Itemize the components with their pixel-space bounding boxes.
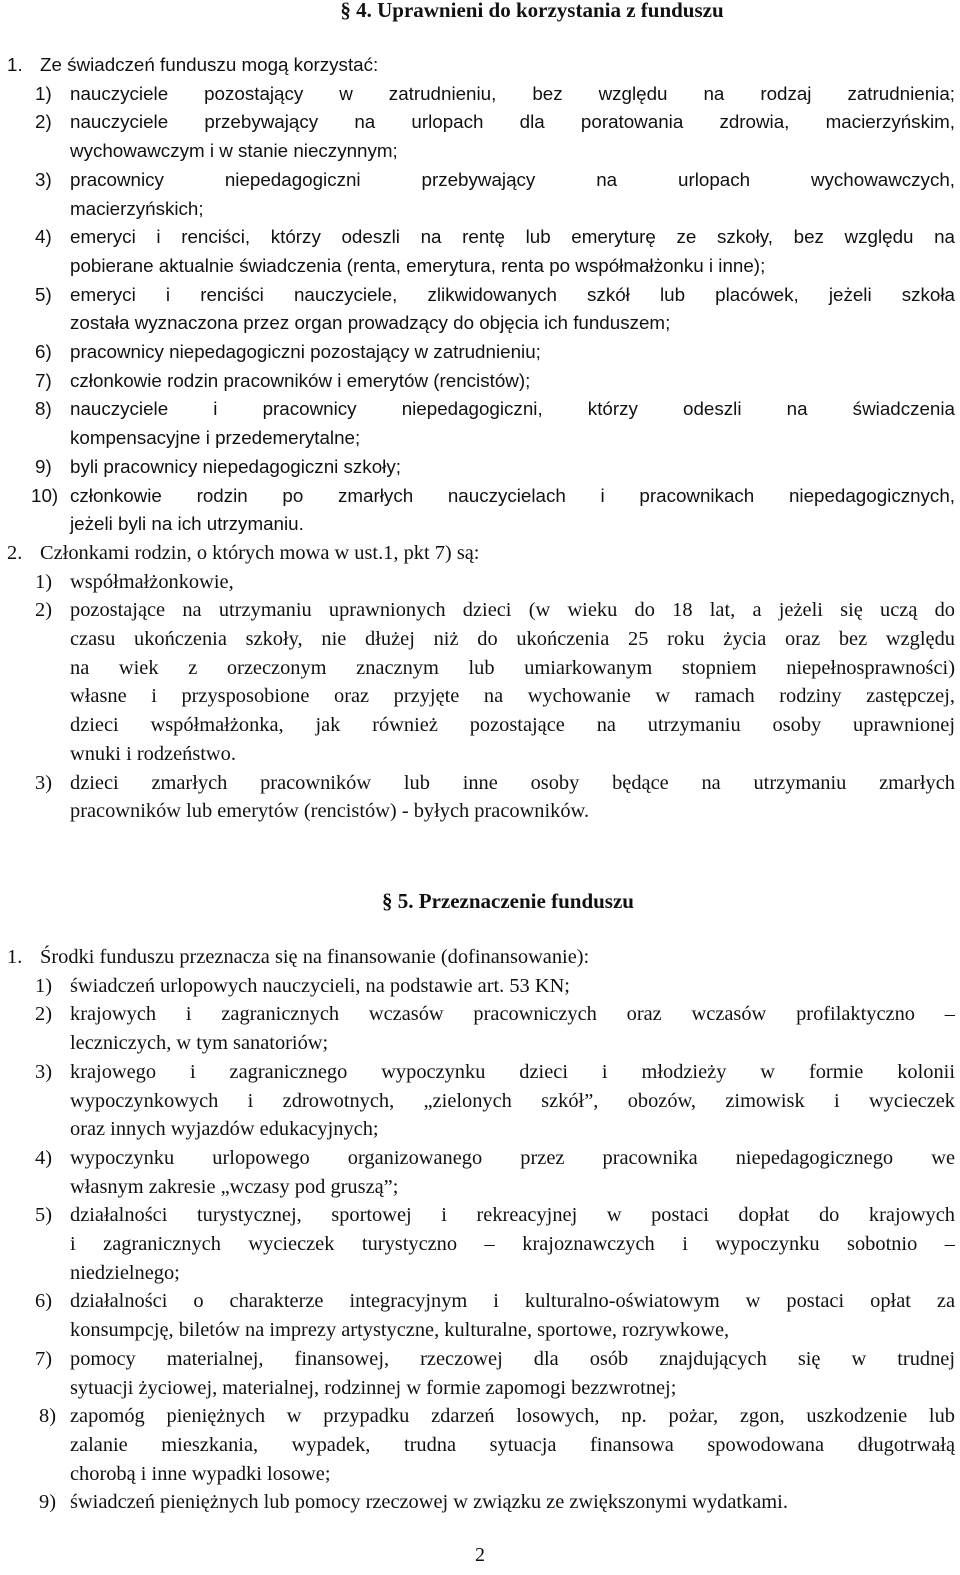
list-item-line: sytuacji życiowej, materialnej, rodzinnej w formie zapomogi bezzwrotnej; [70,1376,677,1399]
list-item-line: i zagranicznych wycieczek turystyczno – krajoznawczych i wypoczynku sobotnio – [70,1233,955,1255]
paragraph-number: 1. [7,946,23,968]
paragraph-intro: Członkami rodzin, o których mowa w ust.1, pkt 7) są: [40,541,480,564]
list-item-line: pracownicy niepedagogiczni pozostający w zatrudnieniu; [70,341,541,362]
list-item-number: 8) [35,398,52,420]
list-item-line: konsumpcję, biletów na imprezy artystyczne, kulturalne, sportowe, rozrywkowe, [70,1319,730,1342]
list-item-line: została wyznaczona przez organ prowadzący do objęcia ich funduszem; [70,312,671,334]
list-item-number: 7) [35,369,52,391]
list-item-number: 2) [35,111,52,133]
section-5-heading: § 5. Przeznaczenie funduszu [382,889,634,913]
list-item-line: dzieci zmarłych pracowników lub inne osoby będące na utrzymaniu zmarłych [70,771,955,794]
list-item-line: nauczyciele i pracownicy niepedagogiczni, którzy odeszli na świadczenia [70,398,955,420]
list-item-line: działalności turystycznej, sportowej i rekreacyjnej w postaci dopłat do krajowych [70,1204,955,1227]
list-item-number: 1) [35,974,52,997]
list-item-line: zapomóg pieniężnych w przypadku zdarzeń losowych, np. pożar, zgon, uszkodzenie lub [70,1405,955,1428]
list-item-number: 4) [35,226,52,248]
list-item-line: nauczyciele pozostający w zatrudnieniu, bez względu na rodzaj zatrudnienia; [70,82,955,104]
list-item-line: czasu ukończenia szkoły, nie dłużej niż do ukończenia 25 roku życia oraz bez względu [70,628,955,650]
list-item-line: emeryci i renciści nauczyciele, zlikwidowanych szkół lub placówek, jeżeli szkoła [70,283,955,305]
list-item-number: 3) [35,168,52,190]
list-item-line: na wiek z orzeczonym znacznym lub umiarkowanym stopniem niepełnosprawności) [70,656,955,679]
list-item-line: emeryci i renciści, którzy odeszli na rentę lub emeryturę ze szkoły, bez względu na [70,226,955,248]
list-item-line: członkowie rodzin pracowników i emerytów (rencistów); [70,369,531,391]
list-item-number: 5) [35,283,52,305]
list-item-number: 5) [35,1204,52,1227]
list-item-line: świadczeń pieniężnych lub pomocy rzeczowej w związku ze zwiększonymi wydatkami. [70,1491,788,1514]
list-item-line: oraz innych wyjazdów edukacyjnych; [70,1118,379,1141]
list-item-line: jeżeli byli na ich utrzymaniu. [70,513,304,535]
list-item-number: 4) [35,1146,52,1169]
list-item-number: 2) [35,1003,52,1026]
list-item-line: własnym zakresie „wczasy pod gruszą”; [70,1175,399,1198]
list-item-line: pracowników lub emerytów (rencistów) - byłych pracowników. [70,800,590,823]
list-item-number: 1) [35,570,52,593]
list-item-line: pracownicy niepedagogiczni przebywający na urlopach wychowawczych, [70,168,955,190]
list-item-number: 8) [39,1405,56,1428]
list-item-number: 6) [35,341,52,362]
paragraph-number: 1. [7,54,23,75]
list-item-number: 9) [39,1491,56,1514]
list-item-line: niedzielnego; [70,1261,180,1284]
list-item-line: chorobą i inne wypadki losowe; [70,1462,331,1485]
list-item-number: 3) [35,771,52,794]
list-item-line: nauczyciele przebywający na urlopach dla poratowania zdrowia, macierzyńskim, [70,111,955,133]
list-item-line: leczniczych, w tym sanatoriów; [70,1032,329,1055]
list-item-number: 1) [35,82,52,104]
list-item-line: działalności o charakterze integracyjnym i kulturalno-oświatowym w postaci opłat za [70,1290,955,1313]
list-item-line: wypoczynku urlopowego organizowanego przez pracownika niepedagogicznego we [70,1146,955,1169]
list-item-line: macierzyńskich; [70,197,204,219]
list-item-number: 10) [31,484,59,506]
list-item-line: kompensacyjne i przedemerytalne; [70,427,361,449]
list-item-line: wychowawczym i w stanie nieczynnym; [70,140,398,162]
list-item-number: 9) [35,455,52,477]
list-item-line: byli pracownicy niepedagogiczni szkoły; [70,455,401,477]
list-item-number: 7) [35,1347,52,1370]
list-item-line: wnuki i rodzeństwo. [70,742,236,765]
paragraph-intro: Środki funduszu przeznacza się na finansowanie (dofinansowanie): [40,946,590,968]
list-item-number: 6) [35,1290,52,1313]
list-item-line: członkowie rodzin po zmarłych nauczycielach i pracownikach niepedagogicznych, [70,484,955,506]
list-item-line: świadczeń urlopowych nauczycieli, na podstawie art. 53 KN; [70,974,570,997]
list-item-line: współmałżonkowie, [70,570,234,593]
page-number: 2 [475,1544,485,1566]
list-item-line: dzieci współmałżonka, jak również pozostające na utrzymaniu osoby uprawnionej [70,714,955,737]
list-item-line: pomocy materialnej, finansowej, rzeczowej dla osób znajdujących się w trudnej [70,1347,955,1370]
list-item-line: zalanie mieszkania, wypadek, trudna sytuacja finansowa spowodowana długotrwałą [70,1433,955,1456]
paragraph-number: 2. [7,541,23,564]
list-item-line: krajowych i zagranicznych wczasów pracowniczych oraz wczasów profilaktyczno – [70,1003,955,1026]
list-item-number: 2) [35,599,52,622]
list-item-line: pobierane aktualnie świadczenia (renta, emerytura, renta po współmałżonku i inne); [70,254,766,276]
list-item-line: pozostające na utrzymaniu uprawnionych dzieci (w wieku do 18 lat, a jeżeli się uczą do [70,599,955,622]
list-item-line: krajowego i zagranicznego wypoczynku dzieci i młodzieży w formie kolonii [70,1060,955,1083]
section-4-heading: § 4. Uprawnieni do korzystania z funduszu [340,0,724,22]
list-item-number: 3) [35,1060,52,1083]
list-item-line: własne i przysposobione oraz przyjęte na wychowanie w ramach rodziny zastępczej, [70,685,955,708]
paragraph-intro: Ze świadczeń funduszu mogą korzystać: [40,54,379,75]
list-item-line: wypoczynkowych i zdrowotnych, „zielonych szkół”, obozów, zimowisk i wycieczek [70,1089,955,1112]
